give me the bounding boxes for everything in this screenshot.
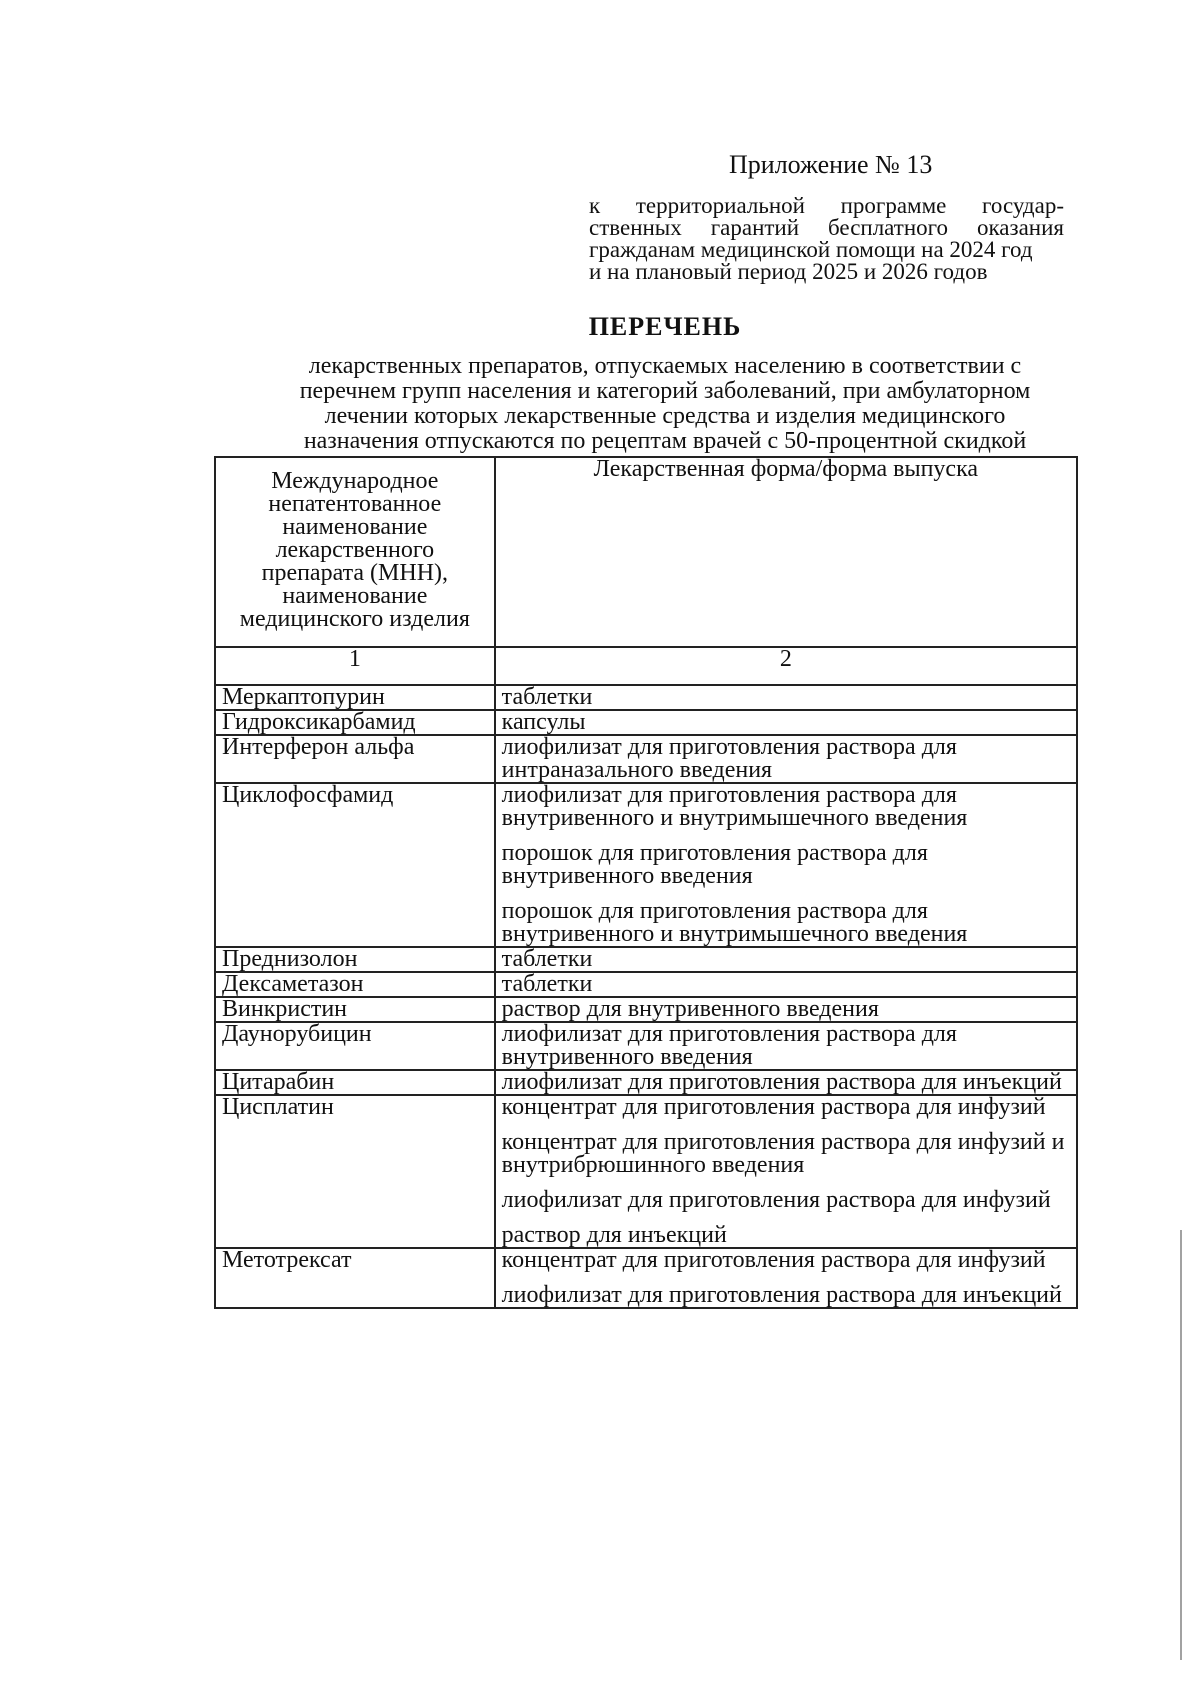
scan-edge-mark <box>1180 1230 1182 1660</box>
appendix-line: ственных гарантий бесплатного оказания <box>589 215 1064 240</box>
header-line: лекарственного <box>275 537 435 563</box>
drug-form: лиофилизат для приготовления раствора для инфузий <box>501 1187 1051 1213</box>
column-number: 1 <box>215 647 495 685</box>
header-line: наименование <box>282 514 428 540</box>
drug-name: Интерферон альфа <box>215 735 495 783</box>
drug-forms <box>495 710 1077 735</box>
drug-forms <box>495 1070 1077 1095</box>
drug-name: Циклофосфамид <box>215 783 495 947</box>
drug-forms <box>495 783 1077 947</box>
column-number: 2 <box>495 647 1077 685</box>
drug-name: Гидроксикарбамид <box>215 710 495 735</box>
table-row <box>215 735 1077 783</box>
header-line: препарата (МНН), <box>261 560 449 586</box>
drug-forms <box>495 972 1077 997</box>
drug-form: капсулы <box>501 709 586 735</box>
table-header-row <box>215 457 1077 647</box>
drug-name: Цитарабин <box>215 1070 495 1095</box>
subtitle-line: назначения отпускаются по рецептам врачей с 50-процентной скидкой <box>303 428 1027 454</box>
subtitle-line: перечнем групп населения и категорий заболеваний, при амбулаторном <box>299 378 1031 404</box>
drug-forms <box>495 1095 1077 1248</box>
header-line: наименование <box>282 583 428 609</box>
drug-form: концентрат для приготовления раствора для инфузий <box>501 1247 1046 1273</box>
table-row <box>215 783 1077 947</box>
drug-table <box>214 456 1078 1309</box>
drug-form: лиофилизат для приготовления раствора для инъекций <box>501 1282 1062 1308</box>
drug-form: порошок для приготовления раствора для внутривенного введения <box>501 840 928 889</box>
table-row <box>215 1022 1077 1070</box>
table-row <box>215 1070 1077 1095</box>
drug-forms <box>495 735 1077 783</box>
appendix-description <box>589 195 1064 283</box>
column-number-row <box>215 647 1077 685</box>
table-row <box>215 947 1077 972</box>
table-row <box>215 685 1077 710</box>
table-row <box>215 1248 1077 1308</box>
drug-forms <box>495 1248 1077 1308</box>
drug-forms <box>495 947 1077 972</box>
drug-name: Дексаметазон <box>215 972 495 997</box>
drug-form: таблетки <box>501 946 593 972</box>
drug-name: Цисплатин <box>215 1095 495 1248</box>
drug-name: Метотрексат <box>215 1248 495 1308</box>
appendix-title: Приложение № 13 <box>729 150 933 179</box>
drug-form: таблетки <box>501 684 593 710</box>
drug-form: лиофилизат для приготовления раствора для внутривенного и внутримышечного введения <box>501 782 968 831</box>
table-row <box>215 997 1077 1022</box>
drug-form: раствор для внутривенного введения <box>501 996 879 1022</box>
drug-form: лиофилизат для приготовления раствора для инъекций <box>501 1069 1062 1095</box>
table-row <box>215 710 1077 735</box>
appendix-line: к территориальной программе государ- <box>589 193 1064 218</box>
drug-form: раствор для инъекций <box>501 1222 727 1248</box>
appendix-line: гражданам медицинской помощи на 2024 год <box>589 237 1033 262</box>
drug-form: порошок для приготовления раствора для внутривенного и внутримышечного введения <box>501 898 968 947</box>
drug-forms <box>495 685 1077 710</box>
drug-forms <box>495 1022 1077 1070</box>
subtitle-line: лечении которых лекарственные средства и изделия медицинского <box>324 403 1006 429</box>
drug-forms <box>495 997 1077 1022</box>
drug-table-body <box>215 457 1077 1308</box>
list-subtitle <box>240 354 1090 454</box>
header-col-form: Лекарственная форма/форма выпуска <box>495 457 1077 647</box>
list-title: ПЕРЕЧЕНЬ <box>588 312 742 341</box>
header-line: Международное <box>271 468 439 494</box>
drug-name: Винкристин <box>215 997 495 1022</box>
drug-name: Даунорубицин <box>215 1022 495 1070</box>
drug-name: Меркаптопурин <box>215 685 495 710</box>
table-row <box>215 1095 1077 1248</box>
drug-name: Преднизолон <box>215 947 495 972</box>
header-line: медицинского изделия <box>239 606 470 632</box>
appendix-line: и на плановый период 2025 и 2026 годов <box>589 259 988 284</box>
drug-form: концентрат для приготовления раствора для инфузий <box>501 1094 1046 1120</box>
drug-form: лиофилизат для приготовления раствора для внутривенного введения <box>501 1021 957 1070</box>
table-row <box>215 972 1077 997</box>
drug-form: концентрат для приготовления раствора для инфузий и внутрибрюшинного введения <box>501 1129 1065 1178</box>
subtitle-line: лекарственных препаратов, отпускаемых населению в соответствии с <box>308 353 1022 379</box>
drug-form: таблетки <box>501 971 593 997</box>
header-col-name <box>215 457 495 647</box>
drug-form: лиофилизат для приготовления раствора для интраназального введения <box>501 734 957 783</box>
header-line: непатентованное <box>268 491 442 517</box>
